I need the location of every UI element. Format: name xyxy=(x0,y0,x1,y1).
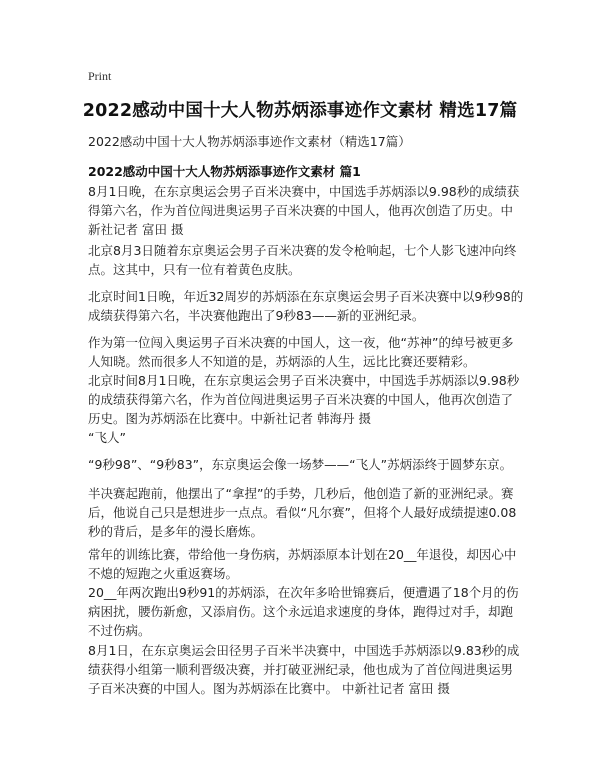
paragraph-1: 8月1日晚，在东京奥运会男子百米决赛中，中国选手苏炳添以9.98秒的成绩获得第六名，作为首位闯进奥运男子百米决赛的中国人，他再次创造了历史。中新社记者 富田 摄 xyxy=(88,184,520,237)
paragraph-11: 8月1日，在东京奥运会田径男子百米半决赛中，中国选手苏炳添以9.83秒的成绩获得小组第一顺利晋级决赛，并打破亚洲纪录，他也成为了首位闯进奥运男子百米决赛的中国人。图为苏炳添在比赛中。 中新社记者 富田 摄 xyxy=(88,643,520,696)
paragraph-4: 作为第一位闯入奥运男子百米决赛的中国人，这一夜，他“苏神”的绰号被更多人知晓。然而很多人不知道的是，苏炳添的人生，远比比赛还要精彩。 xyxy=(88,335,514,369)
paragraph-6: “飞人” xyxy=(88,430,126,445)
paragraph-8: 半决赛起跑前，他摆出了“拿捏”的手势，几秒后，他创造了新的亚洲纪录。赛后，他说自己只是想进步一点点。看似“凡尔赛”，但将个人最好成绩提速0.08秒的背后，是多年的漫长磨炼。 xyxy=(88,486,517,539)
paragraph-5: 北京时间8月1日晚，在东京奥运会男子百米决赛中，中国选手苏炳添以9.98秒的成绩获得第六名，作为首位闯进奥运男子百米决赛的中国人，他再次创造了历史。图为苏炳添在比赛中。中新社记者 韩海丹 摄 xyxy=(88,373,520,426)
paragraph-9: 常年的训练比赛，带给他一身伤病，苏炳添原本计划在20__年退役，却因心中不熄的短跑之火重返赛场。 xyxy=(88,547,517,581)
document-subtitle: 2022感动中国十大人物苏炳添事迹作文素材（精选17篇） xyxy=(88,134,411,149)
paragraph-3: 北京时间1日晚，年近32周岁的苏炳添在东京奥运会男子百米决赛中以9秒98的成绩获得第六名，半决赛他跑出了9秒83——新的亚洲纪录。 xyxy=(88,289,524,323)
paragraph-10: 20__年两次跑出9秒91的苏炳添，在次年多哈世锦赛后，便遭遇了18个月的伤病困扰，腰伤新愈，又添肩伤。这个永远追求速度的身体，跑得过对手，却跑不过伤病。 xyxy=(88,585,519,638)
paragraph-7: “9秒98”、“9秒83”，东京奥运会像一场梦——“飞人”苏炳添终于圆梦东京。 xyxy=(88,457,513,472)
page-title: 2022感动中国十大人物苏炳添事迹作文素材 精选17篇 xyxy=(82,101,518,121)
paragraph-2: 北京8月3日随着东京奥运会男子百米决赛的发令枪响起，七个人影飞速冲向终点。这其中，只有一位有着黄色皮肤。 xyxy=(88,243,517,277)
print-link[interactable]: Print xyxy=(88,69,112,83)
section-heading: 2022感动中国十大人物苏炳添事迹作文素材 篇1 xyxy=(88,164,361,179)
